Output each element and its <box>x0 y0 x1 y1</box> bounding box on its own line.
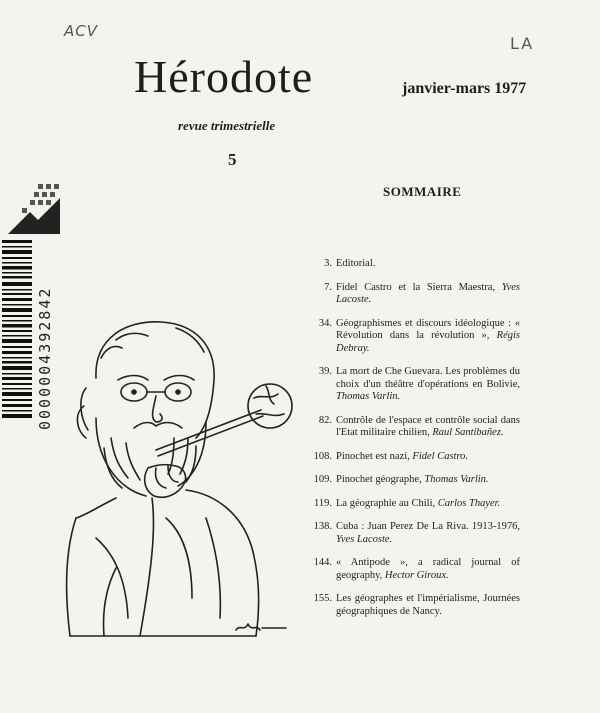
toc-entry-pinochet-geographe <box>300 474 520 487</box>
toc-page-number: 138. <box>313 521 332 532</box>
barcode-number: 0000004392842 <box>36 286 54 430</box>
toc-page-number: 3. <box>324 258 332 269</box>
toc-entry-geographie-chili <box>300 498 520 511</box>
caricature-illustration <box>56 318 306 638</box>
toc-entry-cuba <box>300 521 520 546</box>
toc-author: Yves Lacoste. <box>336 533 393 545</box>
toc-page-number: 144. <box>313 557 332 568</box>
toc-author: Thomas Varlin. <box>336 391 401 402</box>
toc-author: Thomas Varlin. <box>424 474 489 485</box>
toc-author: Fidel Castro. <box>412 450 469 462</box>
toc-author: Yves Lacoste. <box>336 281 520 305</box>
toc-page-number: 109. <box>313 474 332 485</box>
handwritten-note-top-left: ACV <box>64 22 98 40</box>
toc-page-number: 108. <box>313 450 332 462</box>
toc-author: Hector Giroux. <box>384 569 449 581</box>
journal-subtitle: revue trimestrielle <box>178 118 276 133</box>
handwritten-note-top-right: LA <box>510 34 535 53</box>
toc-page-number: 82. <box>318 414 332 426</box>
toc-page-number: 39. <box>318 366 332 377</box>
issue-number: 5 <box>228 150 237 169</box>
toc-author: Raul Santibañez. <box>432 427 504 438</box>
toc-entry-controle-espace <box>300 415 520 440</box>
toc-page-number: 34. <box>318 317 332 329</box>
toc-title: Fidel Castro et la Sierra Maestra, Yves Lacoste. <box>336 281 520 305</box>
toc-entry-imperialisme <box>300 593 520 618</box>
table-of-contents <box>300 258 520 629</box>
toc-page-number: 155. <box>313 593 332 604</box>
toc-entry-editorial <box>300 258 520 271</box>
toc-title: Les géographes et l'impérialisme, Journées géographiques de Nancy. <box>336 593 520 617</box>
toc-title: Pinochet géographe, Thomas Varlin. <box>336 474 489 485</box>
toc-author: Carlos Thayer. <box>437 497 501 509</box>
toc-entry-che-guevara <box>300 366 520 404</box>
toc-entry-antipode <box>300 557 520 582</box>
toc-entry-fidel-castro <box>300 282 520 307</box>
library-barcode-label <box>0 182 62 432</box>
toc-title: « Antipode », a radical journal of geography, Hector Giroux. <box>336 557 520 581</box>
toc-page-number: 7. <box>324 281 332 293</box>
toc-title: La géographie au Chili, Carlos Thayer. <box>336 497 501 509</box>
toc-entry-pinochet-nazi <box>300 451 520 464</box>
toc-title: Pinochet est nazi, Fidel Castro. <box>336 450 469 462</box>
toc-title: Editorial. <box>336 258 376 269</box>
toc-title: La mort de Che Guevara. Les problèmes du choix d'un théâtre d'opérations en Bolivie, Thomas Varlin. <box>336 366 520 402</box>
library-logo-icon <box>8 182 60 234</box>
toc-title: Cuba : Juan Perez De La Riva. 1913-1976, Yves Lacoste. <box>336 521 520 545</box>
toc-author: Régis Debray. <box>336 330 520 354</box>
toc-title: Géographismes et discours idéologique : « Révolution dans la révolution », Régis Debray. <box>336 317 520 354</box>
toc-entry-geographismes <box>300 318 520 356</box>
contents-heading: SOMMAIRE <box>383 184 462 199</box>
barcode-bars <box>2 240 32 420</box>
toc-title: Contrôle de l'espace et contrôle social dans l'Etat militaire chilien, Raul Santibañez. <box>336 414 520 438</box>
journal-title: Hérodote <box>134 51 314 102</box>
toc-page-number: 119. <box>314 497 332 509</box>
issue-date: janvier-mars 1977 <box>402 80 527 97</box>
